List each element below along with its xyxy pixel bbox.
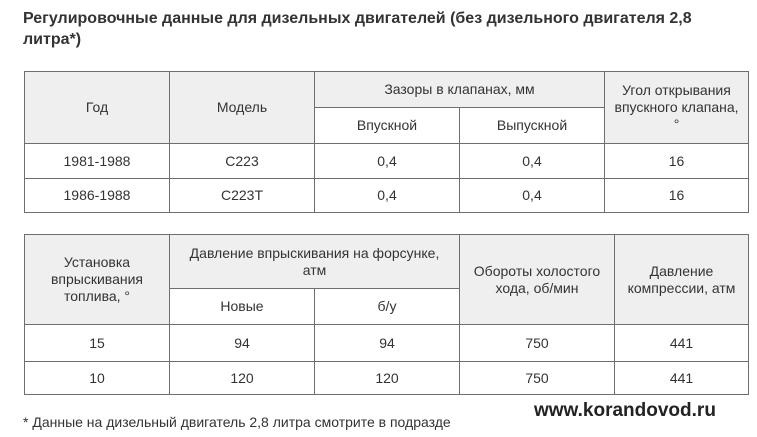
cell-intake: 0,4 bbox=[315, 144, 460, 179]
cell-used: 120 bbox=[315, 362, 460, 395]
table-row bbox=[25, 144, 749, 179]
cell-used: 94 bbox=[315, 325, 460, 362]
page-title: Регулировочные данные для дизельных двигателей (без дизельного двигателя 2,8 литра*) bbox=[23, 10, 692, 48]
injection-data-table bbox=[24, 234, 749, 395]
cell-year: 1986-1988 bbox=[25, 179, 170, 213]
table-row bbox=[25, 325, 749, 362]
cell-setting: 10 bbox=[25, 362, 170, 395]
footnote: * Данные на дизельный двигатель 2,8 литра смотрите в подразде bbox=[23, 414, 451, 430]
cell-exhaust: 0,4 bbox=[460, 179, 605, 213]
cell-compression: 441 bbox=[615, 325, 749, 362]
cell-model: C223T bbox=[170, 179, 315, 213]
cell-intake: 0,4 bbox=[315, 179, 460, 213]
table-row bbox=[25, 179, 749, 213]
header-intake: Впускной bbox=[315, 108, 460, 144]
cell-exhaust: 0,4 bbox=[460, 144, 605, 179]
cell-new: 94 bbox=[170, 325, 315, 362]
table-row bbox=[25, 362, 749, 395]
header-intake-angle: Угол открывания впускного клапана, ° bbox=[605, 72, 749, 144]
cell-angle: 16 bbox=[605, 179, 749, 213]
cell-compression: 441 bbox=[615, 362, 749, 395]
header-idle-speed: Обороты холостого хода, об/мин bbox=[460, 235, 615, 325]
cell-angle: 16 bbox=[605, 144, 749, 179]
cell-idle: 750 bbox=[460, 362, 615, 395]
header-model: Модель bbox=[170, 72, 315, 144]
header-injection-setting: Установка впрыскивания топлива, ° bbox=[25, 235, 170, 325]
header-new: Новые bbox=[170, 289, 315, 325]
header-exhaust: Выпускной bbox=[460, 108, 605, 144]
cell-year: 1981-1988 bbox=[25, 144, 170, 179]
header-injection-pressure: Давление впрыскивания на форсунке, атм bbox=[170, 235, 460, 289]
site-watermark[interactable]: www.korandovod.ru bbox=[534, 400, 716, 421]
cell-idle: 750 bbox=[460, 325, 615, 362]
valve-data-table bbox=[24, 71, 749, 213]
header-used: б/у bbox=[315, 289, 460, 325]
cell-new: 120 bbox=[170, 362, 315, 395]
cell-model: C223 bbox=[170, 144, 315, 179]
cell-setting: 15 bbox=[25, 325, 170, 362]
header-valve-gaps: Зазоры в клапанах, мм bbox=[315, 72, 605, 108]
header-compression: Давление компрессии, атм bbox=[615, 235, 749, 325]
header-year: Год bbox=[25, 72, 170, 144]
